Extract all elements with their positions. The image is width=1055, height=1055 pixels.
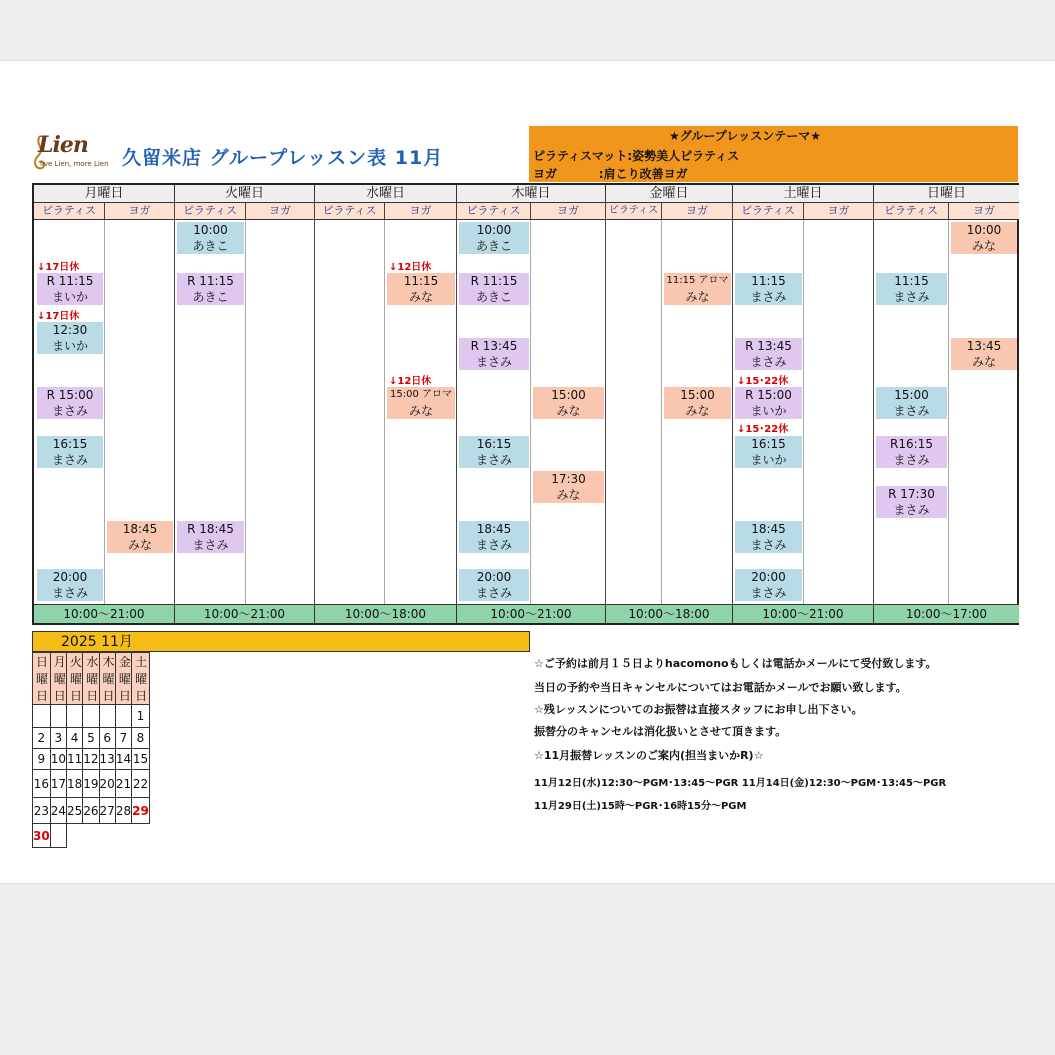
day-header-thu: 木曜日 bbox=[457, 185, 606, 203]
calendar-day bbox=[99, 705, 115, 728]
calendar-day: 2 bbox=[33, 728, 51, 749]
calendar-header: 2025 11月 bbox=[32, 631, 530, 652]
lien-logo bbox=[30, 130, 109, 178]
weekday-header: 金曜日 bbox=[115, 653, 131, 705]
info-makeup-dates-2: 11月29日(土)15時～PGR･16時15分～PGM bbox=[534, 801, 747, 812]
lesson-slot: R 13:45 まさみ bbox=[459, 338, 529, 370]
subheader-pilates: ピラティス bbox=[874, 203, 949, 220]
lesson-slot: R 11:15 あきこ bbox=[177, 273, 244, 305]
subheader-yoga: ヨガ bbox=[662, 203, 733, 220]
calendar-day: 27 bbox=[99, 798, 115, 824]
lesson-slot: 17:30 みな bbox=[533, 471, 604, 503]
page-title: 久留米店 グループレッスン表 11月 bbox=[122, 147, 444, 169]
info-same-day: 当日の予約や当日キャンセルについてはお電話かメールでお願い致します。 bbox=[534, 681, 907, 694]
calendar-day: 7 bbox=[115, 728, 131, 749]
day-header-sun: 日曜日 bbox=[874, 185, 1019, 203]
lesson-slot: 15:00 アロマ みな bbox=[387, 387, 455, 419]
lesson-slot: 18:45 まさみ bbox=[735, 521, 802, 553]
lesson-theme-box bbox=[529, 126, 1018, 182]
subheader-yoga: ヨガ bbox=[105, 203, 175, 220]
subheader-pilates: ピラティス bbox=[175, 203, 246, 220]
lesson-slot: 18:45 まさみ bbox=[459, 521, 529, 553]
lesson-slot: 11:15 まさみ bbox=[876, 273, 947, 305]
info-makeup: ☆残レッスンについてのお振替は直接スタッフにお申し出下さい。 bbox=[534, 703, 863, 716]
calendar-day: 5 bbox=[83, 728, 99, 749]
info-booking: ☆ご予約は前月１５日よりhacomonoもしくは電話かメールにて受付致します。 bbox=[534, 657, 937, 670]
calendar-day: 26 bbox=[83, 798, 99, 824]
lesson-slot: 15:00 みな bbox=[533, 387, 604, 419]
calendar-day: 24 bbox=[50, 798, 66, 824]
calendar-day bbox=[33, 705, 51, 728]
theme-heading: ★グループレッスンテーマ★ bbox=[669, 129, 821, 143]
calendar-empty bbox=[99, 824, 115, 848]
lesson-slot: R 18:45 まさみ bbox=[177, 521, 244, 553]
calendar-day: 28 bbox=[115, 798, 131, 824]
column bbox=[246, 220, 315, 604]
closure-note: ↓12日休 bbox=[389, 262, 432, 273]
day-header-sat: 土曜日 bbox=[733, 185, 874, 203]
day-header-mon: 月曜日 bbox=[34, 185, 175, 203]
lesson-slot: R 11:15 あきこ bbox=[459, 273, 529, 305]
calendar-day: 11 bbox=[66, 749, 82, 770]
closure-note: ↓17日休 bbox=[37, 311, 80, 322]
subheader-yoga: ヨガ bbox=[246, 203, 315, 220]
calendar-day bbox=[50, 705, 66, 728]
calendar-day bbox=[50, 824, 66, 848]
logo-text: Lien bbox=[38, 132, 88, 158]
info-makeup-heading: ☆11月振替レッスンのご案内(担当まいかR)☆ bbox=[534, 749, 764, 762]
lesson-slot: R 15:00 まいか bbox=[735, 387, 802, 419]
theme-yoga: ヨガ :肩こり改善ヨガ bbox=[533, 167, 688, 181]
weekday-header: 火曜日 bbox=[66, 653, 82, 705]
lesson-slot: 20:00 まさみ bbox=[459, 569, 529, 601]
lesson-slot: 18:45 みな bbox=[107, 521, 173, 553]
calendar-day: 25 bbox=[66, 798, 82, 824]
lesson-slot: R 17:30 まさみ bbox=[876, 486, 947, 518]
day-header-tue: 火曜日 bbox=[175, 185, 315, 203]
day-header-wed: 水曜日 bbox=[315, 185, 457, 203]
logo-tagline: live Lien, more Lien bbox=[40, 160, 109, 168]
calendar-empty bbox=[66, 824, 82, 848]
lesson-slot: 10:00 あきこ bbox=[177, 222, 244, 254]
calendar-day bbox=[66, 705, 82, 728]
calendar-empty bbox=[115, 824, 131, 848]
lesson-slot: 15:00 みな bbox=[664, 387, 731, 419]
lesson-slot: 11:15 みな bbox=[387, 273, 455, 305]
calendar-day bbox=[115, 705, 131, 728]
calendar-empty bbox=[83, 824, 99, 848]
calendar-day: 23 bbox=[33, 798, 51, 824]
weekday-header: 木曜日 bbox=[99, 653, 115, 705]
calendar-day: 12 bbox=[83, 749, 99, 770]
calendar-table bbox=[32, 652, 150, 848]
column bbox=[804, 220, 874, 604]
calendar-day: 22 bbox=[132, 770, 150, 798]
lesson-slot: 20:00 まさみ bbox=[735, 569, 802, 601]
calendar-day: 21 bbox=[115, 770, 131, 798]
calendar-day: 4 bbox=[66, 728, 82, 749]
calendar-day: 15 bbox=[132, 749, 150, 770]
info-cancel: 振替分のキャンセルは消化扱いとさせて頂きます。 bbox=[534, 725, 787, 738]
lesson-slot: 11:15 まさみ bbox=[735, 273, 802, 305]
lesson-slot: 16:15 まさみ bbox=[459, 436, 529, 468]
calendar-day: 13 bbox=[99, 749, 115, 770]
lesson-slot: 16:15 まさみ bbox=[37, 436, 103, 468]
calendar-day: 20 bbox=[99, 770, 115, 798]
weekday-header: 水曜日 bbox=[83, 653, 99, 705]
theme-pilates: ピラティスマット:姿勢美人ピラティス bbox=[533, 149, 740, 163]
day-header-fri: 金曜日 bbox=[606, 185, 733, 203]
lesson-slot: 10:00 あきこ bbox=[459, 222, 529, 254]
calendar-day: 6 bbox=[99, 728, 115, 749]
lesson-slot: R16:15 まさみ bbox=[876, 436, 947, 468]
calendar-day: 19 bbox=[83, 770, 99, 798]
subheader-yoga: ヨガ bbox=[531, 203, 606, 220]
calendar-day: 8 bbox=[132, 728, 150, 749]
lesson-slot: R 13:45 まさみ bbox=[735, 338, 802, 370]
calendar-day: 10 bbox=[50, 749, 66, 770]
subheader-yoga: ヨガ bbox=[385, 203, 457, 220]
lesson-slot: 16:15 まいか bbox=[735, 436, 802, 468]
calendar-empty bbox=[132, 824, 150, 848]
subheader-pilates: ピラティス bbox=[34, 203, 105, 220]
weekday-header: 月曜日 bbox=[50, 653, 66, 705]
calendar-day: 3 bbox=[50, 728, 66, 749]
lesson-slot: 13:45 みな bbox=[951, 338, 1017, 370]
opening-hours: 10:00～18:00 bbox=[606, 604, 733, 623]
info-makeup-dates-1: 11月12日(水)12:30～PGM･13:45～PGR 11月14日(金)12:30～PGM･13:45～PGR bbox=[534, 778, 947, 789]
calendar-day: 18 bbox=[66, 770, 82, 798]
lesson-slot: 12:30 まいか bbox=[37, 322, 103, 354]
lesson-slot: R 15:00 まさみ bbox=[37, 387, 103, 419]
closure-note: ↓15･22休 bbox=[737, 424, 789, 435]
subheader-yoga: ヨガ bbox=[949, 203, 1019, 220]
lesson-slot: 11:15 アロマ みな bbox=[664, 273, 731, 305]
weekday-header: 土曜日 bbox=[132, 653, 150, 705]
subheader-pilates: ピラティス bbox=[733, 203, 804, 220]
lesson-slot: 20:00 まさみ bbox=[37, 569, 103, 601]
closure-note: ↓15･22休 bbox=[737, 376, 789, 387]
opening-hours: 10:00～21:00 bbox=[457, 604, 606, 623]
opening-hours: 10:00～18:00 bbox=[315, 604, 457, 623]
closure-note: ↓12日休 bbox=[389, 376, 432, 387]
calendar-day: 17 bbox=[50, 770, 66, 798]
column bbox=[315, 220, 385, 604]
calendar-day: 9 bbox=[33, 749, 51, 770]
lesson-slot: 10:00 みな bbox=[951, 222, 1017, 254]
opening-hours: 10:00～17:00 bbox=[874, 604, 1019, 623]
calendar-day: 16 bbox=[33, 770, 51, 798]
opening-hours: 10:00～21:00 bbox=[733, 604, 874, 623]
calendar-day: 1 bbox=[132, 705, 150, 728]
subheader-yoga: ヨガ bbox=[804, 203, 874, 220]
opening-hours: 10:00～21:00 bbox=[175, 604, 315, 623]
closure-note: ↓17日休 bbox=[37, 262, 80, 273]
weekly-schedule bbox=[32, 183, 1019, 625]
calendar-day bbox=[83, 705, 99, 728]
calendar-day-holiday: 30 bbox=[33, 824, 51, 848]
weekday-header: 日曜日 bbox=[33, 653, 51, 705]
opening-hours: 10:00～21:00 bbox=[34, 604, 175, 623]
lesson-slot: R 11:15 まいか bbox=[37, 273, 103, 305]
column bbox=[606, 220, 662, 604]
subheader-pilates: ピラティス bbox=[457, 203, 531, 220]
subheader-pilates: ピラティス bbox=[315, 203, 385, 220]
calendar-day: 14 bbox=[115, 749, 131, 770]
lesson-slot: 15:00 まさみ bbox=[876, 387, 947, 419]
calendar-day-holiday: 29 bbox=[132, 798, 150, 824]
subheader-pilates: ピラティス bbox=[606, 203, 662, 220]
